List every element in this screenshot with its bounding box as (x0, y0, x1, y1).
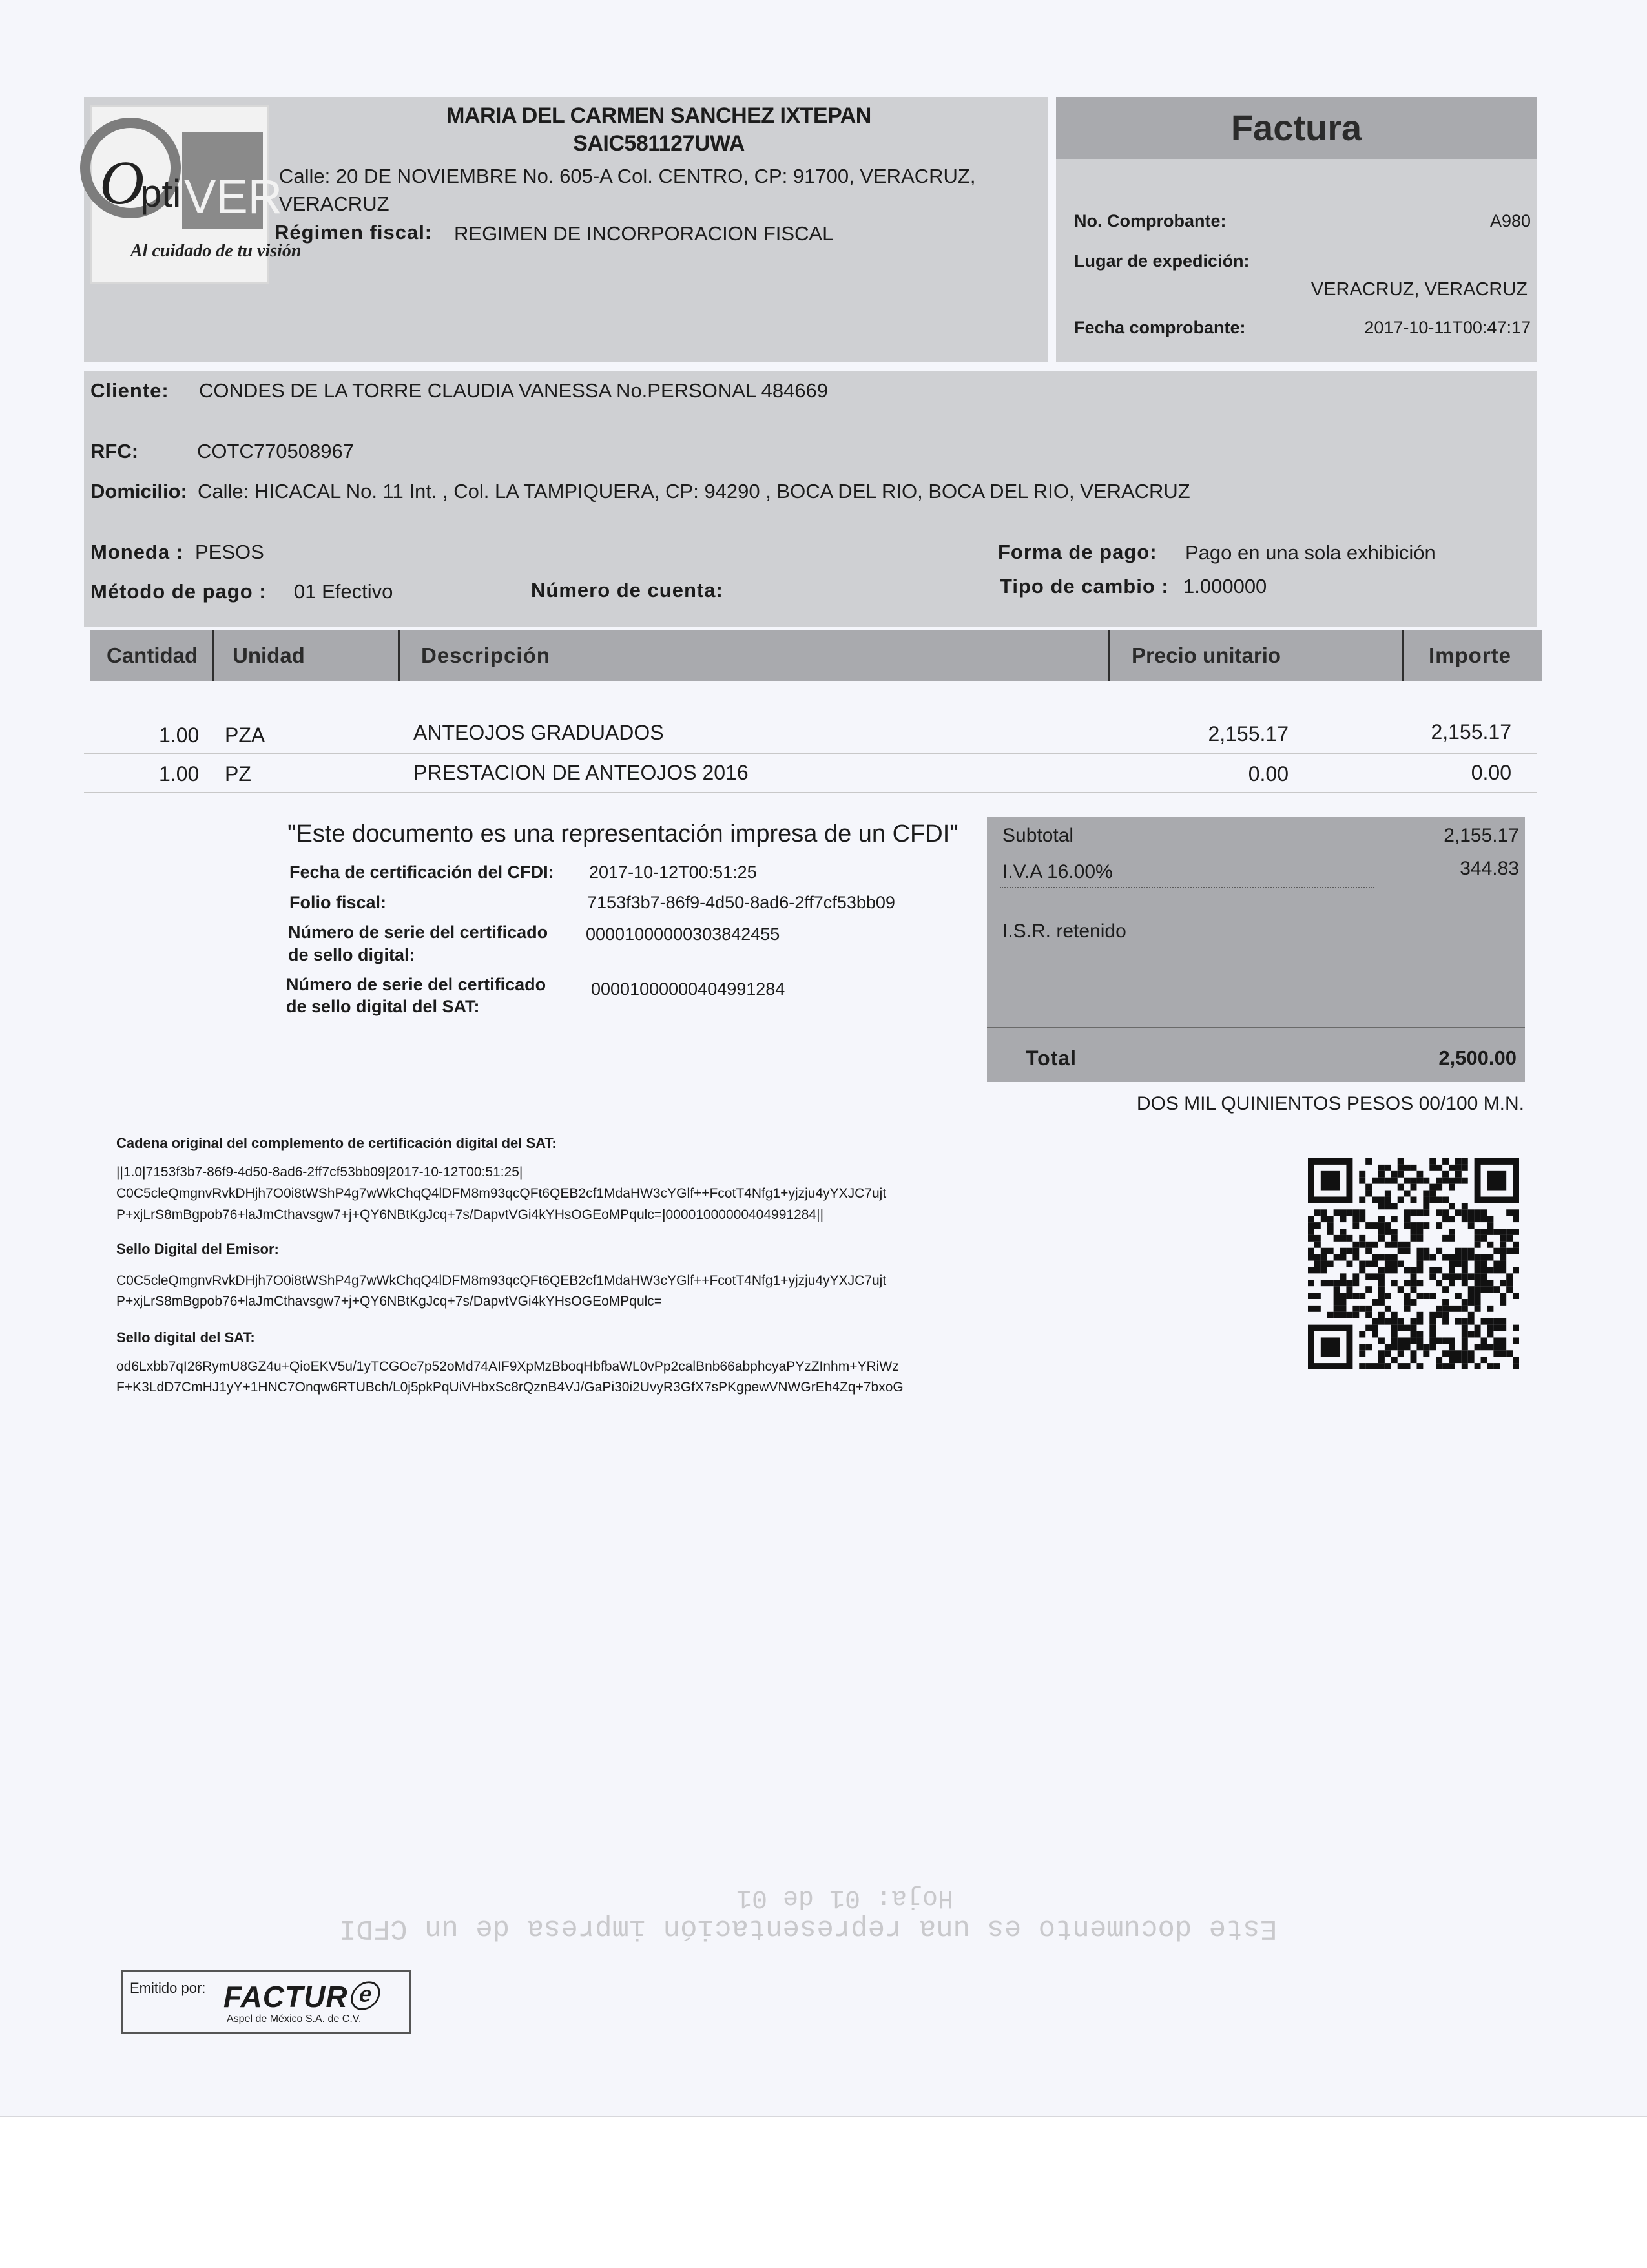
cfdi-heading: "Este documento es una representación impresa de un CFDI" (287, 820, 958, 848)
emitido-label: Emitido por: (130, 1980, 206, 1996)
folio-value: 7153f3b7-86f9-4d50-8ad6-2ff7cf53bb09 (587, 893, 895, 912)
total-divider (987, 1027, 1525, 1028)
row-divider (84, 753, 1537, 754)
emitido-stamp (121, 1970, 411, 2034)
table-header (90, 630, 1542, 681)
row-divider (84, 792, 1537, 793)
rfc-value: COTC770508967 (197, 440, 354, 463)
payment-form-value: Pago en una sola exhibición (1185, 541, 1436, 564)
optiver-logo (90, 105, 302, 284)
col-separator (398, 630, 400, 681)
client-name: CONDES DE LA TORRE CLAUDIA VANESSA No.PERSONAL 484669 (199, 379, 829, 402)
row-unit: PZ (225, 762, 251, 785)
address-value: Calle: HICACAL No. 11 Int. , Col. LA TAMPIQUERA, CP: 94290 , BOCA DEL RIO, BOCA DEL RIO, VERACRUZ (198, 480, 1190, 503)
scan-edge (0, 2116, 1647, 2268)
cadena-line-1: ||1.0|7153f3b7-86f9-4d50-8ad6-2ff7cf53bb09|2017-10-12T00:51:25| (116, 1165, 523, 1180)
cert-date-label: Fecha de certificación del CFDI: (289, 862, 554, 882)
rfc-label: RFC: (90, 440, 139, 463)
invoice-title: Factura (1056, 97, 1537, 159)
aspel-company: Aspel de México S.A. de C.V. (227, 2013, 362, 2024)
total-label: Total (1026, 1046, 1077, 1070)
invoice-number-value: A980 (1489, 211, 1531, 231)
method-value: 01 Efectivo (294, 580, 393, 603)
serie-sat-label-1: Número de serie del certificado (286, 975, 546, 994)
date-value: 2017-10-11T00:47:17 (1364, 318, 1531, 337)
regime-value: REGIMEN DE INCORPORACION FISCAL (454, 222, 834, 245)
issuer-name: MARIA DEL CARMEN SANCHEZ IXTEPAN (446, 103, 871, 128)
row-qty: 1.00 (159, 762, 200, 785)
serie-sat-value: 00001000000404991284 (591, 979, 785, 999)
col-separator (1108, 630, 1110, 681)
sat-seal-label: Sello digital del SAT: (116, 1329, 255, 1346)
row-amount: 0.00 (1471, 761, 1511, 784)
col-unidad: Unidad (233, 643, 305, 667)
facture-brand: FACTURⓔ (223, 1980, 378, 2013)
iva-divider (1000, 887, 1374, 888)
emisor-seal-line-2: P+xjLrS8mBgpob76+laJmCthavsgw7+j+QY6NBtKgJcq+7s/DapvtVGi4kYHsOGEoMPqulc= (116, 1294, 663, 1309)
payment-form-label: Forma de pago: (998, 541, 1157, 563)
sat-seal-line-2: F+K3LdD7CmHJ1yY+1HNC7Onqw6RTUBch/L0j5pkPqUiVHbxSc8rQznB4VJ/GaPi30i2UvyR3GfX7sPKgpewVNWGrEh4Zq+7bxoG (116, 1380, 904, 1395)
row-price: 0.00 (1248, 762, 1289, 785)
total-value: 2,500.00 (1438, 1046, 1517, 1069)
col-cantidad: Cantidad (107, 643, 198, 667)
issuer-address-2: VERACRUZ (279, 192, 389, 215)
place-label: Lugar de expedición: (1074, 251, 1250, 271)
iva-value: 344.83 (1460, 858, 1519, 879)
exchange-value: 1.000000 (1183, 575, 1267, 598)
cert-date-value: 2017-10-12T00:51:25 (589, 862, 757, 882)
totals-box (987, 817, 1525, 1082)
currency-label: Moneda : (90, 541, 184, 563)
folio-label: Folio fiscal: (289, 893, 387, 912)
bleed-page-number: Hoja: 01 de 01 (736, 1883, 954, 1912)
row-price: 2,155.17 (1208, 722, 1289, 745)
bleed-doc-text: Este documento es una representación impresa de un CFDI (339, 1912, 1278, 1944)
row-desc: ANTEOJOS GRADUADOS (413, 721, 664, 744)
date-label: Fecha comprobante: (1074, 318, 1246, 337)
cadena-line-3: P+xjLrS8mBgpob76+laJmCthavsgw7+j+QY6NBtKgJcq+7s/DapvtVGi4kYHsOGEoMPqulc=|00001000000404991284|| (116, 1207, 824, 1222)
col-separator (212, 630, 214, 681)
svg-text:Al cuidado de tu visión: Al cuidado de tu visión (130, 241, 302, 261)
svg-text:O: O (99, 148, 145, 217)
account-label: Número de cuenta: (531, 579, 723, 601)
cadena-label: Cadena original del complemento de certificación digital del SAT: (116, 1135, 557, 1151)
currency-value: PESOS (195, 541, 264, 563)
col-separator (1402, 630, 1404, 681)
col-precio: Precio unitario (1132, 643, 1281, 667)
sat-seal-line-1: od6Lxbb7qI26RymU8GZ4u+QioEKV5u/1yTCGOc7p52oMd74AIF9XpMzBboqHbfbaWL0vPp2calBnb66abphcyaPYzZInhm+YRiWz (116, 1359, 899, 1374)
cadena-line-2: C0C5cleQmgnvRvkDHjh7O0i8tWShP4g7wWkChqQ4lDFM8m93qcQFt6QEB2cf1MdaHW3cYGlf++FcotT4Nfg1+yjzju4yYXJC7ujt (116, 1186, 887, 1201)
serie-label-1: Número de serie del certificado (288, 922, 548, 942)
serie-label-2: de sello digital: (288, 945, 415, 964)
serie-value: 00001000000303842455 (586, 924, 780, 944)
regime-label: Régimen fiscal: (274, 221, 433, 244)
col-importe: Importe (1429, 643, 1512, 667)
address-label: Domicilio: (90, 480, 187, 503)
isr-label: I.S.R. retenido (1002, 921, 1126, 942)
emisor-seal-label: Sello Digital del Emisor: (116, 1241, 279, 1257)
row-qty: 1.00 (159, 723, 200, 747)
issuer-address-1: Calle: 20 DE NOVIEMBRE No. 605-A Col. CENTRO, CP: 91700, VERACRUZ, (279, 165, 976, 187)
place-value: VERACRUZ, VERACRUZ (1310, 279, 1528, 300)
issuer-rfc: SAIC581127UWA (573, 131, 745, 156)
row-desc: PRESTACION DE ANTEOJOS 2016 (413, 761, 749, 784)
serie-sat-label-2: de sello digital del SAT: (286, 997, 480, 1016)
qr-code (1308, 1158, 1519, 1369)
amount-in-words: DOS MIL QUINIENTOS PESOS 00/100 M.N. (1136, 1093, 1524, 1114)
svg-text:pti: pti (140, 172, 181, 215)
row-amount: 2,155.17 (1431, 720, 1511, 744)
subtotal-value: 2,155.17 (1444, 825, 1519, 846)
method-label: Método de pago : (90, 580, 267, 603)
row-unit: PZA (225, 723, 265, 747)
iva-label: I.V.A 16.00% (1002, 861, 1113, 882)
col-descripcion: Descripción (421, 643, 550, 667)
invoice-number-label: No. Comprobante: (1074, 211, 1227, 231)
exchange-label: Tipo de cambio : (1000, 575, 1169, 598)
svg-text:VER: VER (184, 170, 283, 224)
client-label: Cliente: (90, 379, 169, 402)
subtotal-label: Subtotal (1002, 825, 1074, 846)
emisor-seal-line-1: C0C5cleQmgnvRvkDHjh7O0i8tWShP4g7wWkChqQ4lDFM8m93qcQFt6QEB2cf1MdaHW3cYGlf++FcotT4Nfg1+yjzju4yYXJC7ujt (116, 1273, 887, 1288)
